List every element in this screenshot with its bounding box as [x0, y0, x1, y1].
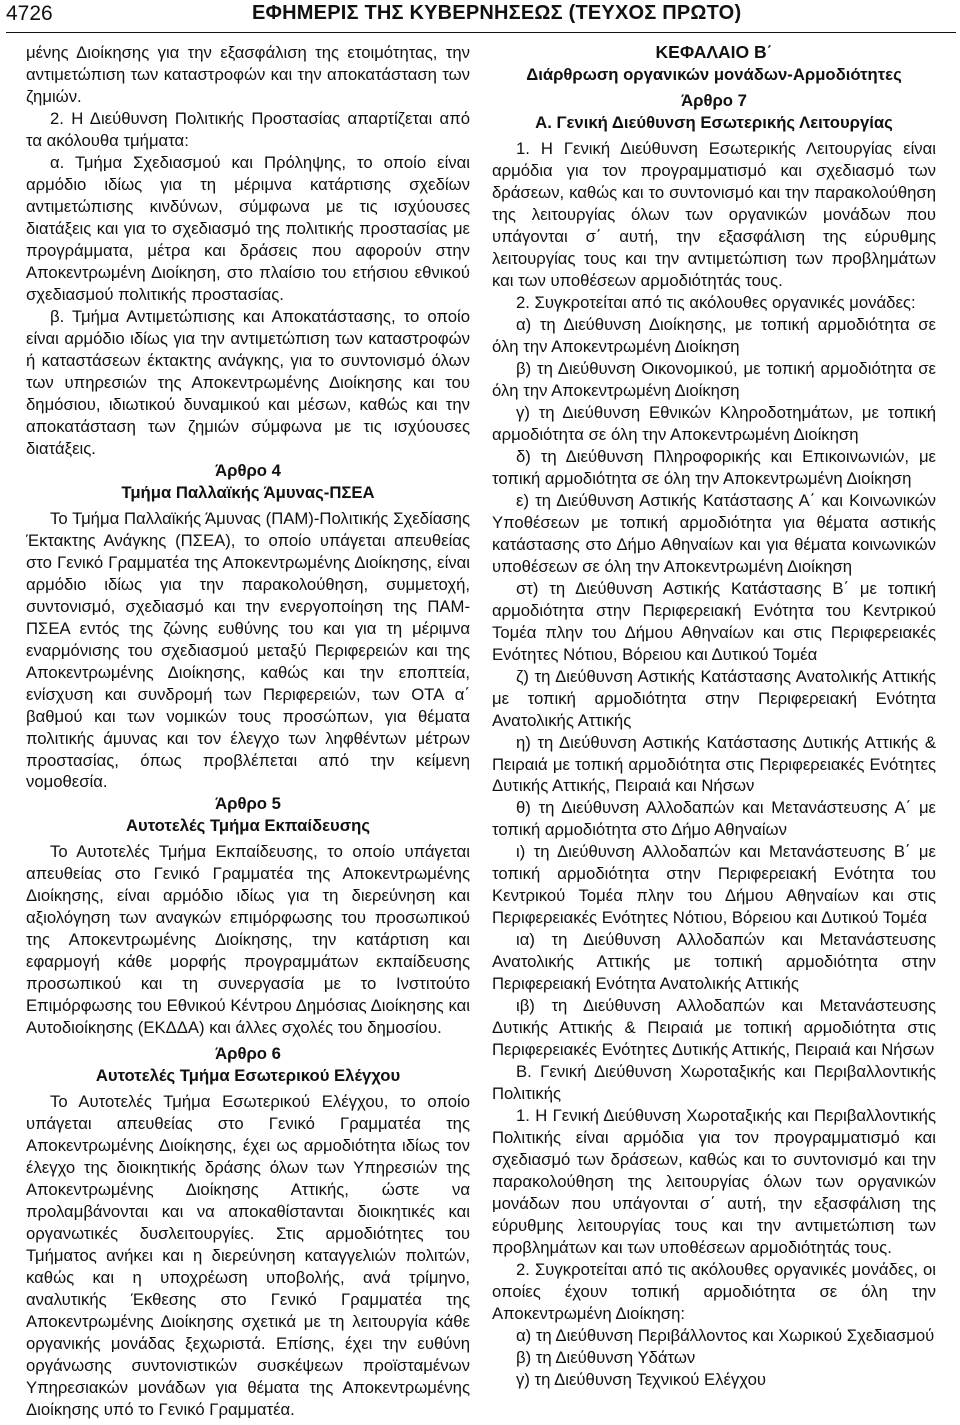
list-item: ι) τη Διεύθυνση Αλλοδαπών και Μετανάστευσης Β΄ με τοπική αρμοδιότητα στην Περιφερειακή Ενότητα του Κεντρικού Τομέα πλην του Δήμου Αθηναίων και στις Περιφερειακές Ενότητες Νότιου, Βόρειου και Δυτικού Τομέα: [492, 842, 936, 928]
paragraph: 1. Η Γενική Διεύθυνση Εσωτερικής Λειτουργίας είναι αρμόδια για τον προγραμματισμό και σχεδιασμό των δράσεων, καθώς και το συντονισμό και την παρακολούθηση της λειτουργίας όλων των οργανικών μονάδων που υπάγονται σ΄ αυτή, την εξασφάλιση της εύρυθμης λειτουργίας τους και την αντιμετώπιση των προβλημάτων και των υποθέσεων αρμοδιότητάς τους.: [492, 138, 936, 290]
list-item: στ) τη Διεύθυνση Αστικής Κατάστασης Β΄ με τοπική αρμοδιότητα στην Περιφερειακή Ενότητα του Κεντρικού Τομέα πλην του Δήμου Αθηναίων και στις Περιφερειακές Ενότητες Νότιου, Βόρειου και Δυτικού Τομέα: [492, 578, 936, 664]
list-item: ε) τη Διεύθυνση Αστικής Κατάστασης Α΄ και Κοινωνικών Υποθέσεων με τοπική αρμοδιότητα για θέματα αστικής κατάστασης στο Δήμο Αθηναίων και για θέματα κοινωνικών υποθέσεων σε όλη την Αποκεντρωμένη Διοίκηση: [492, 490, 936, 576]
article-title: Αυτοτελές Τμήμα Εσωτερικού Ελέγχου: [95, 1066, 401, 1086]
article-title: Αυτοτελές Τμήμα Εκπαίδευσης: [125, 816, 371, 836]
article-heading: Άρθρο 7: [681, 90, 747, 110]
chapter-heading: ΚΕΦΑΛΑΙΟ Β΄: [655, 42, 773, 62]
paragraph: β. Τμήμα Αντιμετώπισης και Αποκατάστασης, το οποίο είναι αρμόδιο ιδίως για την αντιμετώπιση των καταστροφών ή καταστάσεων έκτακτης ανάγκης, για το συντονισμό όλων των υπηρεσιών της Αποκεντρωμένης Διοίκησης και του δημόσιου, ιδιωτικού δυναμικού και μέσων, καθώς και την αποκατάσταση των ζημιών σύμφωνα με τις ισχύουσες διατάξεις.: [26, 306, 470, 458]
list-item: γ) τη Διεύθυνση Εθνικών Κληροδοτημάτων, με τοπική αρμοδιότητα σε όλη την Αποκεντρωμένη Διοίκηση: [492, 402, 936, 444]
list-item: α) τη Διεύθυνση Διοίκησης, με τοπική αρμοδιότητα σε όλη την Αποκεντρωμένη Διοίκηση: [492, 314, 936, 356]
paragraph: Το Αυτοτελές Τμήμα Εσωτερικού Ελέγχου, το οποίο υπάγεται απευθείας στο Γενικό Γραμματέα της Αποκεντρωμένης Διοίκησης, έχει ως αρμοδιότητα ιδίως τον έλεγχο της διοικητικής δράσης όλων των Υπηρεσιών της Αποκεντρωμένης Διοίκησης Αττικής, ώστε να προλαμβάνονται και να αποκαθίστανται διοικητικές και οργανωτικές δυσλειτουργίες. Στις αρμοδιότητες του Τμήματος ανήκει και η διερεύνηση καταγγελιών πολιτών, καθώς και η υποχρέωση υποβολής, ανά τρίμηνο, αναλυτικής Έκθεσης στο Γενικό Γραμματέα της Αποκεντρωμένης Διοίκησης σχετικά με τη λειτουργία κάθε οργανικής μονάδας ξεχωριστά. Επίσης, έχει την ευθύνη οργάνωσης συντονιστικών συσκέψεων προϊσταμένων Υπηρεσιακών μονάδων για θέματα της Αποκεντρωμένης Διοίκησης υπό το Γενικό Γραμματέα.: [26, 1092, 470, 1420]
list-item: η) τη Διεύθυνση Αστικής Κατάστασης Δυτικής Αττικής & Πειραιά με τοπική αρμοδιότητα στις Περιφερειακές Ενότητες Δυτικής Αττικής, Πειραιά και Νήσων: [492, 732, 936, 796]
article-heading: Άρθρο 4: [215, 460, 281, 480]
list-item: θ) τη Διεύθυνση Αλλοδαπών και Μετανάστευσης Α΄ με τοπική αρμοδιότητα στο Δήμο Αθηναίων: [492, 798, 936, 840]
list-item: α) τη Διεύθυνση Περιβάλλοντος και Χωρικού Σχεδιασμού: [516, 1326, 935, 1346]
left-column: [26, 42, 470, 1421]
list-item: ια) τη Διεύθυνση Αλλοδαπών και Μετανάστευσης Ανατολικής Αττικής με τοπική αρμοδιότητα στην Περιφερειακή Ενότητα Ανατολικής Αττικής: [492, 930, 936, 994]
page-number: 4726: [6, 2, 53, 25]
paragraph: μένης Διοίκησης για την εξασφάλιση της ετοιμότητας, την αντιμετώπιση των καταστροφών και την αποκατάσταση των ζημιών.: [26, 43, 470, 106]
article-title: Α. Γενική Διεύθυνση Εσωτερικής Λειτουργίας: [535, 112, 893, 132]
paragraph: 2. Συγκροτείται από τις ακόλουθες οργανικές μονάδες, οι οποίες έχουν τοπική αρμοδιότητα σε όλη την Αποκεντρωμένη Διοίκηση:: [492, 1260, 936, 1324]
list-item: ιβ) τη Διεύθυνση Αλλοδαπών και Μετανάστευσης Δυτικής Αττικής & Πειραιά με τοπική αρμοδιότητα στις Περιφερειακές Ενότητες Δυτικής Αττικής, Πειραιά και Νήσων: [492, 996, 936, 1060]
paragraph: 2. Η Διεύθυνση Πολιτικής Προστασίας απαρτίζεται από τα ακόλουθα τμήματα:: [26, 108, 470, 150]
page-header: [6, 0, 956, 33]
list-item: δ) τη Διεύθυνση Πληροφορικής και Επικοινωνιών, με τοπική αρμοδιότητα σε όλη την Αποκεντρωμένη Διοίκηση: [492, 446, 936, 488]
chapter-title: Διάρθρωση οργανικών μονάδων-Αρμοδιότητες: [526, 64, 902, 84]
section-heading: Β. Γενική Διεύθυνση Χωροταξικής και Περιβαλλοντικής Πολιτικής: [492, 1062, 936, 1104]
paragraph: Το Τμήμα Παλλαϊκής Άμυνας (ΠΑΜ)-Πολιτικής Σχεδίασης Έκτακτης Ανάγκης (ΠΣΕΑ), το οποίο υπάγεται απευθείας στο Γενικό Γραμματέα της Αποκεντρωμένης Διοίκησης, είναι αρμόδιο ιδίως για την παρακολούθηση, συμμετοχή, συντονισμό, σχεδιασμό και την ενεργοποίηση της ΠΑΜ-ΠΣΕΑ εντός της ζώνης ευθύνης του και για τη μέριμνα εναρμόνισης του σχεδιασμού μεταξύ Περιφερειών και της Αποκεντρωμένης Διοίκησης, καθώς και την εποπτεία, ενίσχυση και συνδρομή των Περιφερειών, των ΟΤΑ α΄ βαθμού και των νομικών τους προσώπων, για θέματα πολιτικής άμυνας και τον έλεγχο των ληφθέντων μέτρων προστασίας, όπως προβλέπεται από την κείμενη νομοθεσία.: [26, 508, 470, 792]
paragraph: Το Αυτοτελές Τμήμα Εκπαίδευσης, το οποίο υπάγεται απευθείας στο Γενικό Γραμματέα της Αποκεντρωμένης Διοίκησης, είναι αρμόδιο ιδίως για τη διερεύνηση και αξιολόγηση των αναγκών επιμόρφωσης του προσωπικού της Αποκεντρωμένης Διοίκησης, την κατάρτιση και εφαρμογή κάθε μορφής προγραμμάτων εκπαίδευσης προσωπικού και τη συνεργασία με το Ινστιτούτο Επιμόρφωσης του Εθνικού Κέντρου Δημόσιας Διοίκησης και Αυτοδιοίκησης (ΕΚΔΔΑ) και άλλες σχολές του δημοσίου.: [26, 842, 470, 1038]
paragraph: α. Τμήμα Σχεδιασμού και Πρόληψης, το οποίο είναι αρμόδιο ιδίως για τη μέριμνα κατάρτισης σχεδίων αντιμετώπισης κινδύνων, σύμφωνα με τις ισχύουσες διατάξεις και για το σχεδιασμό της πολιτικής προστασίας με προγράμματα, μέτρα και δράσεις που αφορούν στην Αποκεντρωμένη Διοίκηση, στο πλαίσιο του ετήσιου εθνικού σχεδιασμού πολιτικής προστασίας.: [26, 152, 470, 304]
journal-title: ΕΦΗΜΕΡΙΣ ΤΗΣ ΚΥΒΕΡΝΗΣΕΩΣ (ΤΕΥΧΟΣ ΠΡΩΤΟ): [252, 2, 742, 24]
right-column: [492, 42, 936, 1391]
article-heading: Άρθρο 5: [215, 794, 281, 814]
list-item: β) τη Διεύθυνση Οικονομικού, με τοπική αρμοδιότητα σε όλη την Αποκεντρωμένη Διοίκηση: [492, 358, 936, 400]
paragraph: 1. Η Γενική Διεύθυνση Χωροταξικής και Περιβαλλοντικής Πολιτικής είναι αρμόδια για τον προγραμματισμό και σχεδιασμό των δράσεων, καθώς και το συντονισμό και την παρακολούθηση της λειτουργίας όλων των οργανικών μονάδων που υπάγονται σ΄ αυτή, την εξασφάλιση της εύρυθμης λειτουργίας τους και την αντιμετώπιση των προβλημάτων και των υποθέσεων αρμοδιότητάς τους.: [492, 1106, 936, 1258]
list-item: β) τη Διεύθυνση Υδάτων: [516, 1348, 696, 1368]
article-heading: Άρθρο 6: [215, 1044, 281, 1064]
paragraph: 2. Συγκροτείται από τις ακόλουθες οργανικές μονάδες:: [516, 292, 916, 312]
list-item: ζ) τη Διεύθυνση Αστικής Κατάστασης Ανατολικής Αττικής με τοπική αρμοδιότητα στην Περιφερειακή Ενότητα Ανατολικής Αττικής: [492, 666, 936, 730]
list-item: γ) τη Διεύθυνση Τεχνικού Ελέγχου: [516, 1370, 766, 1390]
article-title: Τμήμα Παλλαϊκής Άμυνας-ΠΣΕΑ: [121, 482, 375, 502]
